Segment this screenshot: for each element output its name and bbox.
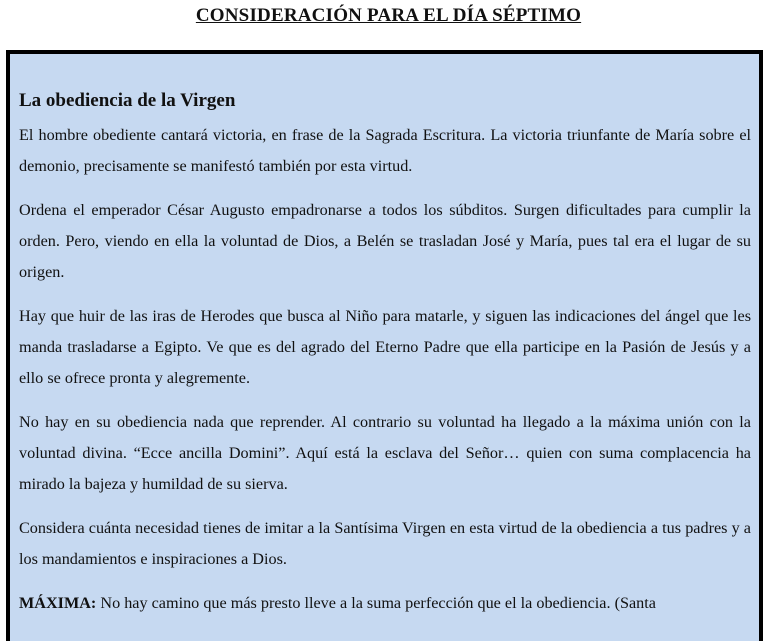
content-box [6,50,763,641]
maxima-label: MÁXIMA: [19,594,97,612]
maxima-paragraph [19,588,751,619]
paragraph-4: No hay en su obediencia nada que reprender. Al contrario su voluntad ha llegado a la máxima unión con la voluntad divina. “Ecce ancilla Domini”. Aquí está la esclava del Señor… quien con suma complacencia ha mirado la bajeza y humildad de su sierva. [19,413,751,493]
maxima-text: No hay camino que más presto lleve a la suma perfección que el la obediencia. (Santa [96,594,656,612]
content-inner [10,54,759,619]
page-title: CONSIDERACIÓN PARA EL DÍA SÉPTIMO [195,5,582,26]
section-heading: La obediencia de la Virgen [19,90,236,111]
paragraph-2: Ordena el emperador César Augusto empadronarse a todos los súbditos. Surgen dificultades para cumplir la orden. Pero, viendo en ella la voluntad de Dios, a Belén se trasladan José y María, pues tal era el lugar de su origen. [19,201,751,281]
paragraph-3: Hay que huir de las iras de Herodes que busca al Niño para matarle, y siguen las indicaciones del ángel que les manda trasladarse a Egipto. Ve que es del agrado del Eterno Padre que ella participe en la Pasión de Jesús y a ello se ofrece pronta y alegremente. [19,307,751,387]
paragraph-5: Considera cuánta necesidad tienes de imitar a la Santísima Virgen en esta virtud de la obediencia a tus padres y a los mandamientos e inspiraciones a Dios. [19,519,751,568]
paragraph-1: El hombre obediente cantará victoria, en frase de la Sagrada Escritura. La victoria triunfante de María sobre el demonio, precisamente se manifestó también por esta virtud. [19,126,751,175]
